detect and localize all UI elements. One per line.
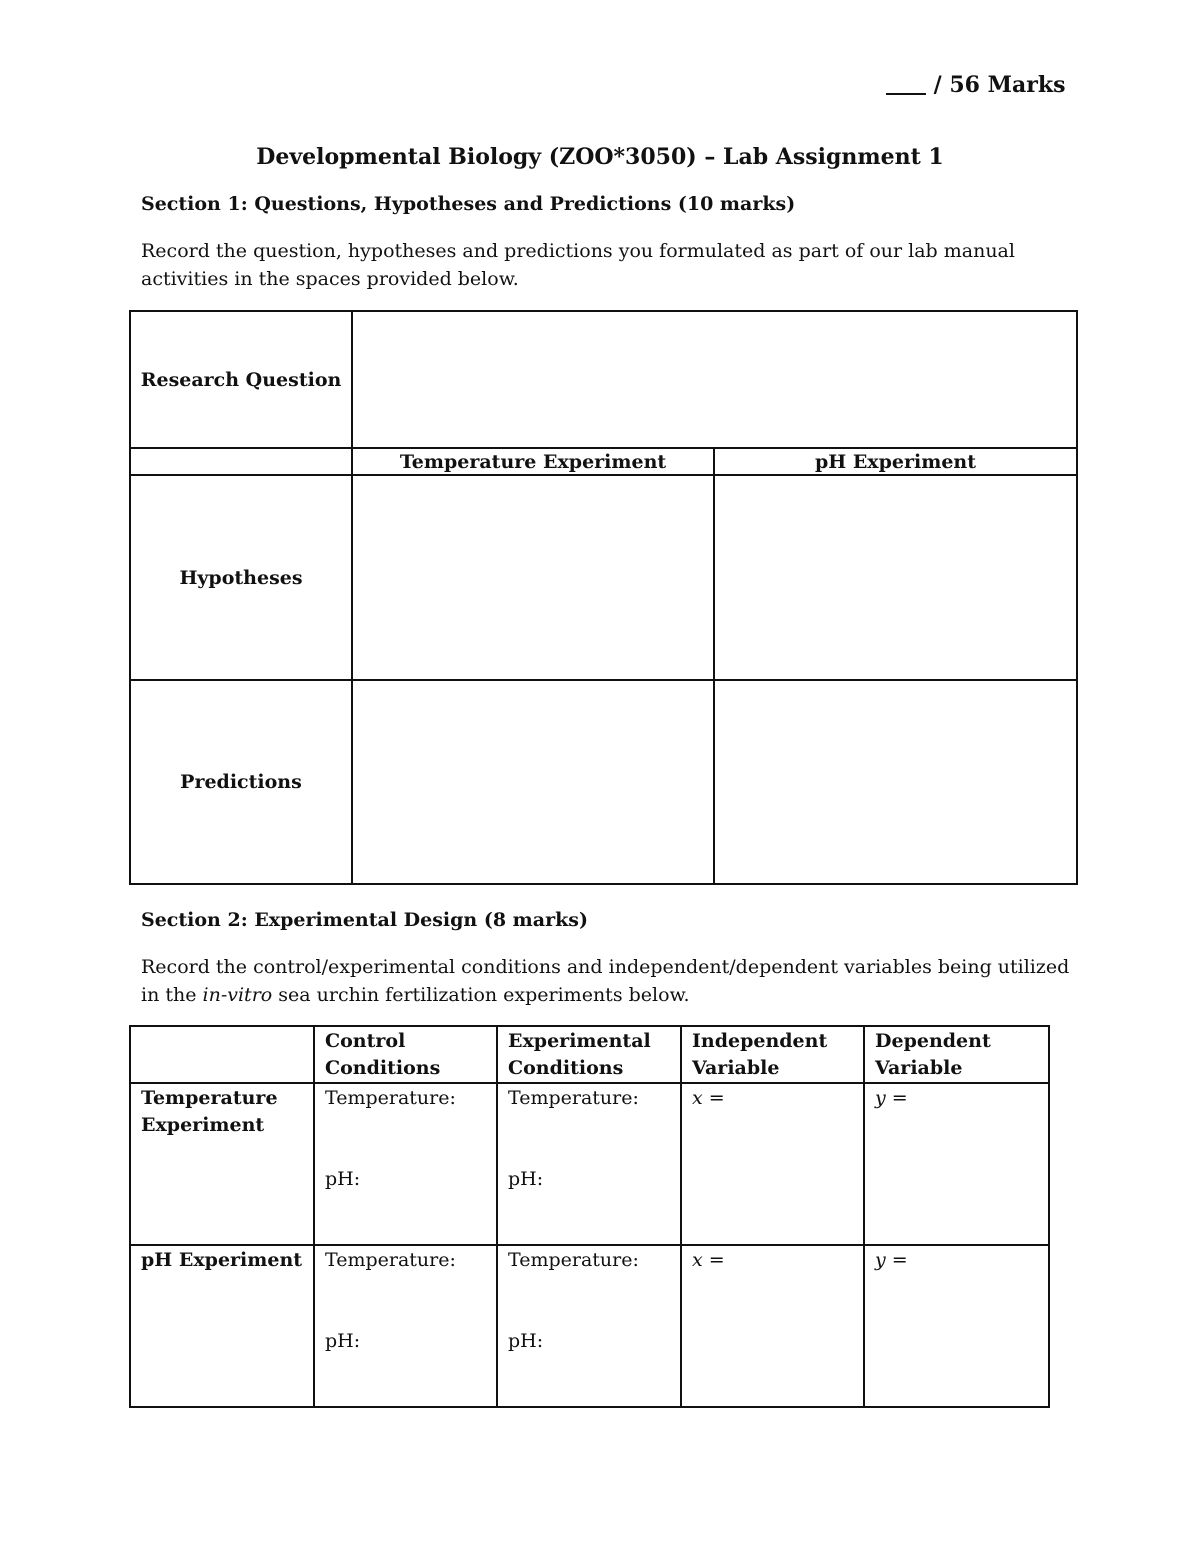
x-variable-label: x = (692, 1249, 725, 1271)
hypotheses-label: Hypotheses (130, 475, 352, 680)
dependent-header-line1: Dependent (875, 1030, 991, 1052)
y-variable-label: y = (875, 1249, 908, 1271)
section2-instructions-post: sea urchin fertilization experiments below. (272, 984, 690, 1006)
header-blank-cell (130, 448, 352, 475)
temperature-predictions-answer[interactable] (352, 680, 714, 884)
row-label-line1: Temperature (141, 1087, 278, 1109)
temperature-dependent-variable-cell[interactable] (864, 1083, 1049, 1245)
corner-blank-cell (130, 1026, 314, 1083)
section1-instructions-line2: activities in the spaces provided below. (141, 268, 519, 290)
row-label-line1: pH Experiment (141, 1249, 303, 1271)
y-variable-label: y = (875, 1087, 908, 1109)
experimental-header-line2: Conditions (508, 1057, 624, 1079)
temperature-experiment-header: Temperature Experiment (352, 448, 714, 475)
row-label-line2: Experiment (141, 1114, 265, 1136)
in-vitro-term: in-vitro (202, 984, 273, 1006)
independent-variable-header (681, 1026, 864, 1083)
section2-table (129, 1025, 1050, 1408)
section1-table (129, 310, 1078, 885)
control-header-line1: Control (325, 1030, 406, 1052)
research-question-answer[interactable] (352, 311, 1077, 448)
section2-instructions (141, 953, 1071, 1009)
page-title: Developmental Biology (ZOO*3050) – Lab Assignment 1 (256, 144, 944, 170)
section2-instructions-line2 (141, 981, 1071, 1009)
section1-instructions (141, 237, 1071, 293)
ph-hypotheses-answer[interactable] (714, 475, 1077, 680)
dependent-header-line2: Variable (875, 1057, 963, 1079)
predictions-label: Predictions (130, 680, 352, 884)
marks-suffix: / 56 Marks (933, 72, 1066, 98)
temperature-control-cell[interactable] (314, 1083, 497, 1245)
ph-predictions-answer[interactable] (714, 680, 1077, 884)
table-row (130, 1083, 1049, 1245)
temperature-field-label: Temperature: (325, 1249, 456, 1271)
ph-experimental-cell[interactable] (497, 1245, 681, 1407)
ph-field-label: pH: (325, 1168, 361, 1190)
section1-instructions-line1: Record the question, hypotheses and predictions you formulated as part of our lab manual (141, 240, 1015, 262)
control-header-line2: Conditions (325, 1057, 441, 1079)
table-row (130, 1245, 1049, 1407)
control-conditions-header (314, 1026, 497, 1083)
temperature-hypotheses-answer[interactable] (352, 475, 714, 680)
total-marks (886, 72, 1065, 98)
experimental-header-line1: Experimental (508, 1030, 651, 1052)
x-variable-label: x = (692, 1087, 725, 1109)
ph-control-cell[interactable] (314, 1245, 497, 1407)
ph-experiment-row-label (130, 1245, 314, 1407)
ph-field-label: pH: (508, 1168, 544, 1190)
temperature-field-label: Temperature: (508, 1249, 639, 1271)
temperature-experimental-cell[interactable] (497, 1083, 681, 1245)
ph-independent-variable-cell[interactable] (681, 1245, 864, 1407)
temperature-field-label: Temperature: (325, 1087, 456, 1109)
dependent-variable-header (864, 1026, 1049, 1083)
temperature-experiment-row-label (130, 1083, 314, 1245)
section2-heading: Section 2: Experimental Design (8 marks) (141, 909, 588, 931)
section2-instructions-pre: in the (141, 984, 203, 1006)
score-blank[interactable] (886, 73, 926, 95)
ph-experiment-header: pH Experiment (714, 448, 1077, 475)
experimental-conditions-header (497, 1026, 681, 1083)
section1-heading: Section 1: Questions, Hypotheses and Predictions (10 marks) (141, 193, 796, 215)
ph-dependent-variable-cell[interactable] (864, 1245, 1049, 1407)
section2-instructions-line1: Record the control/experimental conditions and independent/dependent variables being utilized (141, 956, 1070, 978)
research-question-label: Research Question (130, 311, 352, 448)
temperature-field-label: Temperature: (508, 1087, 639, 1109)
independent-header-line1: Independent (692, 1030, 828, 1052)
temperature-independent-variable-cell[interactable] (681, 1083, 864, 1245)
ph-field-label: pH: (325, 1330, 361, 1352)
independent-header-line2: Variable (692, 1057, 780, 1079)
ph-field-label: pH: (508, 1330, 544, 1352)
